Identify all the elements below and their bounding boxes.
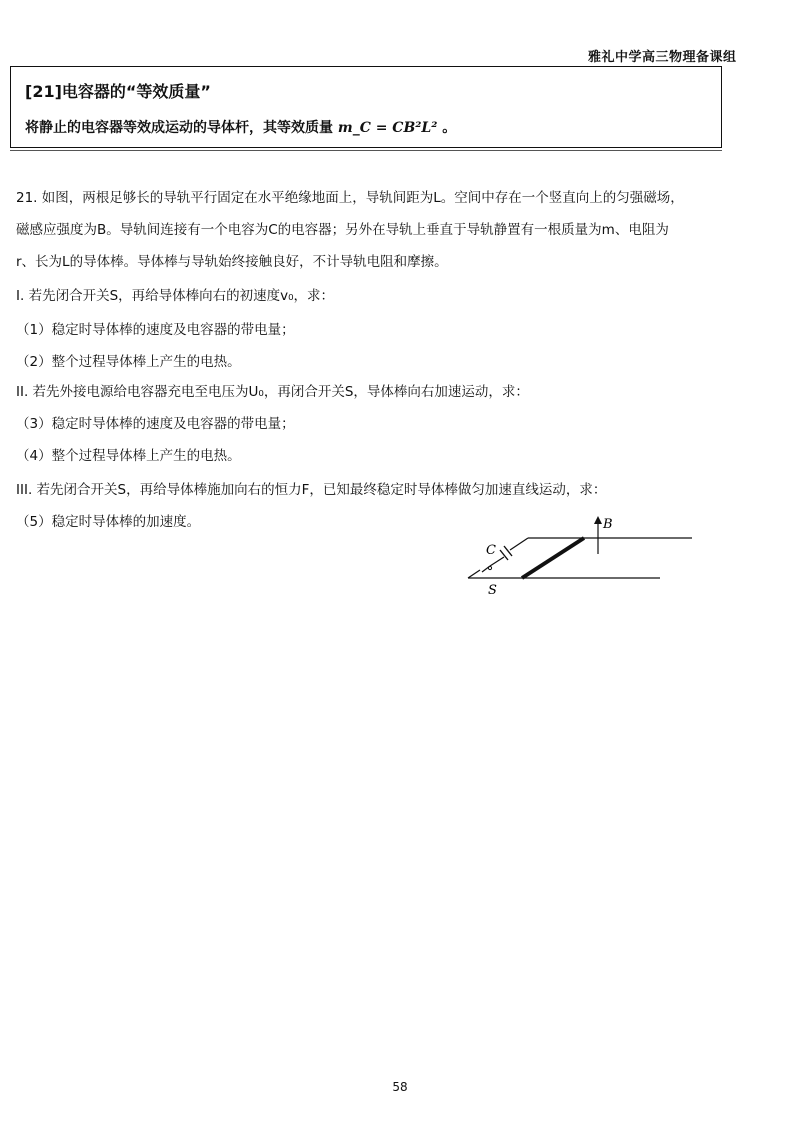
label-S: S: [488, 583, 497, 598]
topic-desc-prefix: 将静止的电容器等效成运动的导体杆，其等效质量: [25, 120, 333, 136]
field-arrow-head-icon: [594, 516, 602, 524]
problem-part-1: I. 若先闭合开关S，再给导体棒向右的初速度v₀，求：: [16, 288, 335, 304]
wire-lower: [468, 570, 480, 578]
switch-contact-icon: [488, 566, 491, 569]
question-2: （2）整个过程导体棒上产生的电热。: [16, 354, 241, 370]
circuit-figure: [460, 510, 700, 600]
topic-title: [21]电容器的“等效质量”: [25, 82, 211, 101]
problem-line: 21. 如图，两根足够长的导轨平行固定在水平绝缘地面上，导轨间距为L。空间中存在一个竖直向上的匀强磁场，: [16, 190, 684, 206]
capacitor-plate-a: [504, 546, 512, 556]
page-number: 58: [392, 1080, 408, 1094]
wire-upper: [510, 538, 528, 550]
label-C: C: [486, 543, 496, 558]
header-group-name: 雅礼中学高三物理备课组: [588, 50, 737, 65]
wire-middle: [490, 557, 504, 566]
problem-part-3: III. 若先闭合开关S，再给导体棒施加向右的恒力F，已知最终稳定时导体棒做匀加速直线运动，求：: [16, 482, 607, 498]
conductor-rod: [522, 538, 584, 578]
problem-line: 磁感应强度为B。导轨间连接有一个电容为C的电容器；另外在导轨上垂直于导轨静置有一根质量为m、电阻为: [16, 222, 669, 238]
section-divider: [10, 150, 722, 151]
question-1: （1）稳定时导体棒的速度及电容器的带电量；: [16, 322, 295, 338]
topic-desc-suffix: 。: [442, 120, 457, 136]
problem-line: r、长为L的导体棒。导体棒与导轨始终接触良好，不计导轨电阻和摩擦。: [16, 254, 448, 270]
label-B: B: [603, 517, 613, 532]
question-5: （5）稳定时导体棒的加速度。: [16, 514, 201, 530]
question-3: （3）稳定时导体棒的速度及电容器的带电量；: [16, 416, 295, 432]
problem-part-2: II. 若先外接电源给电容器充电至电压为U₀，再闭合开关S，导体棒向右加速运动，求：: [16, 384, 529, 400]
topic-formula: m_C = CB²L²: [337, 120, 438, 136]
topic-description: [25, 117, 456, 137]
question-4: （4）整个过程导体棒上产生的电热。: [16, 448, 241, 464]
topic-box: [10, 66, 722, 148]
